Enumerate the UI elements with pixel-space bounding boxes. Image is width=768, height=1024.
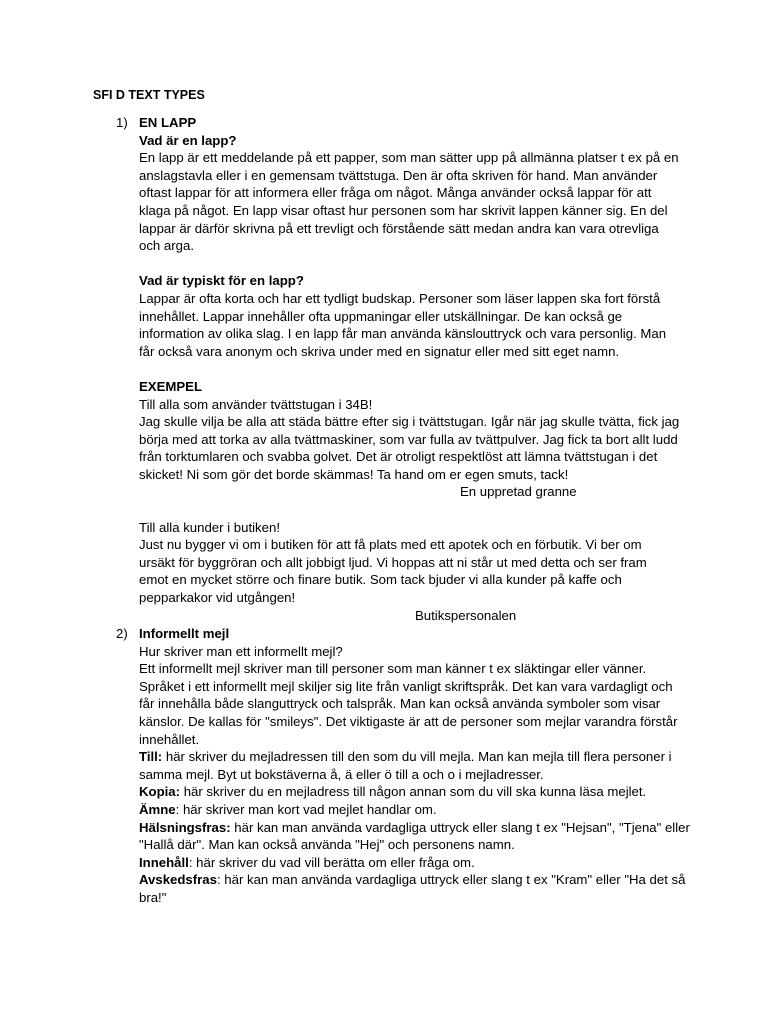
spacer [139, 255, 679, 273]
field-definition-to [139, 748, 679, 766]
example-signature: Butikspersonalen [415, 607, 517, 623]
field-description: här skriver du en mejladress till någon annan som du vill ska kunna läsa mejlet. [180, 784, 647, 800]
field-description: här kan man använda vardagliga uttryck eller slang t ex "Hejsan", "Tjena" eller [230, 819, 690, 835]
field-term: Hälsningsfras: [139, 819, 231, 835]
document-title: SFI D TEXT TYPES [93, 88, 205, 102]
paragraph-line: Ett informellt mejl skriver man till personer som man känner t ex släktingar eller vänner. [139, 661, 647, 677]
section-informellt-mejl [116, 625, 690, 907]
question-heading: Vad är en lapp? [139, 132, 237, 148]
field-term: Innehåll [139, 854, 189, 870]
example-line: från torktumlaren och svabba golvet. Det är otroligt respektlöst att lämna tvättstugan i det [139, 449, 658, 465]
section-number: 2) [116, 626, 128, 641]
paragraph-line: anslagstavla eller i en gemensam tvättstuga. Den är ofta skriven för hand. Man använder [139, 167, 658, 183]
field-definition-greeting [139, 819, 690, 837]
field-definition-content [139, 854, 679, 872]
field-term: Avskedsfras [139, 872, 217, 888]
paragraph-line: innehållet. [139, 731, 200, 747]
question-heading: Vad är typiskt för en lapp? [139, 273, 304, 289]
field-definition-farewell [139, 871, 686, 889]
section-heading: EN LAPP [139, 115, 197, 130]
paragraph-line: får innehålla både slanguttryck och talspråk. Man kan också använda symboler som visar [139, 696, 661, 712]
paragraph-line: Lappar är ofta korta och har ett tydligt budskap. Personer som läser lappen ska fort förstå [139, 290, 661, 306]
section-number: 1) [116, 115, 128, 130]
paragraph-line: klaga på något. En lapp visar oftast hur personen som har skrivit lappen känner sig. En del [139, 202, 668, 218]
field-description: : här skriver du vad vill berätta om eller fråga om. [188, 854, 475, 870]
field-definition-subject [139, 801, 679, 819]
example-line: emot en mycket större och finare butik. Som tack bjuder vi alla kunder på kaffe och [139, 572, 622, 588]
example-line: Till alla som använder tvättstugan i 34B! [139, 396, 373, 412]
field-definition-copy [139, 783, 679, 801]
paragraph-line: och arga. [139, 238, 194, 254]
example-heading: EXEMPEL [139, 378, 203, 394]
spacer [139, 360, 679, 378]
field-description: samma mejl. Byt ut bokstäverna å, ä eller ö till a och o i mejladresser. [139, 766, 544, 782]
field-description: här skriver du mejladressen till den som du vill mejla. Man kan mejla till flera personer i [162, 749, 672, 765]
paragraph-line: lappar är därför skrivna på ett trevligt och förstående sätt medan andra kan vara otrevliga [139, 220, 659, 236]
example-line: skicket! Ni som gör det borde skämmas! Ta hand om er egen smuts, tack! [139, 466, 569, 482]
paragraph-line: innehållet. Lappar innehåller ofta uppmaningar eller utskällningar. De kan också ge [139, 308, 623, 324]
paragraph-line: En lapp är ett meddelande på ett papper, som man sätter upp på allmänna platser t ex på en [139, 150, 679, 166]
field-term: Ämne [139, 801, 176, 817]
field-description: bra!" [139, 889, 167, 905]
spacer [139, 501, 679, 519]
example-line: ursäkt för byggröran och allt jobbigt ljud. Vi hoppas att ni står ut med detta och ser fram [139, 554, 647, 570]
field-description: "Hallå där". Man kan också använda "Hej" och personens namn. [139, 837, 515, 853]
example-line: Till alla kunder i butiken! [139, 519, 280, 535]
example-signature: En uppretad granne [460, 484, 577, 500]
paragraph-line: Språket i ett informellt mejl skiljer sig lite från vanligt skriftspråk. Det kan vara vardagligt och [139, 678, 673, 694]
paragraph-line: får också vara anonym och skriva under med en signatur eller med sitt eget namn. [139, 343, 620, 359]
paragraph-line: oftast lappar för att informera eller fråga om något. Många använder också lappar för att [139, 185, 652, 201]
paragraph-line: information av olika slag. I en lapp får man använda känslouttryck och vara personlig. Man [139, 326, 667, 342]
field-term: Kopia: [139, 784, 181, 800]
example-line: Just nu bygger vi om i butiken för att få plats med ett apotek och en förbutik. Vi ber om [139, 537, 642, 553]
example-line: Jag skulle vilja be alla att städa bättre efter sig i tvättstugan. Igår när jag skulle tvätta, fick jag [139, 414, 680, 430]
example-line: börja med att torka av alla tvättmaskiner, som var fulla av tvättpulver. Jag fick ta bort allt ludd [139, 431, 678, 447]
paragraph-line: känslor. De kallas för "smileys". Det viktigaste är att de personer som mejlar varandra förstår [139, 713, 678, 729]
section-heading: Informellt mejl [139, 626, 230, 641]
field-term: Till: [139, 749, 163, 765]
example-line: pepparkakor vid utgången! [139, 590, 296, 606]
field-description: : här skriver man kort vad mejlet handlar om. [175, 801, 437, 817]
field-description: : här kan man använda vardagliga uttryck eller slang t ex "Kram" eller "Ha det så [216, 872, 686, 888]
question-line: Hur skriver man ett informellt mejl? [139, 643, 343, 659]
section-en-lapp [116, 114, 680, 624]
